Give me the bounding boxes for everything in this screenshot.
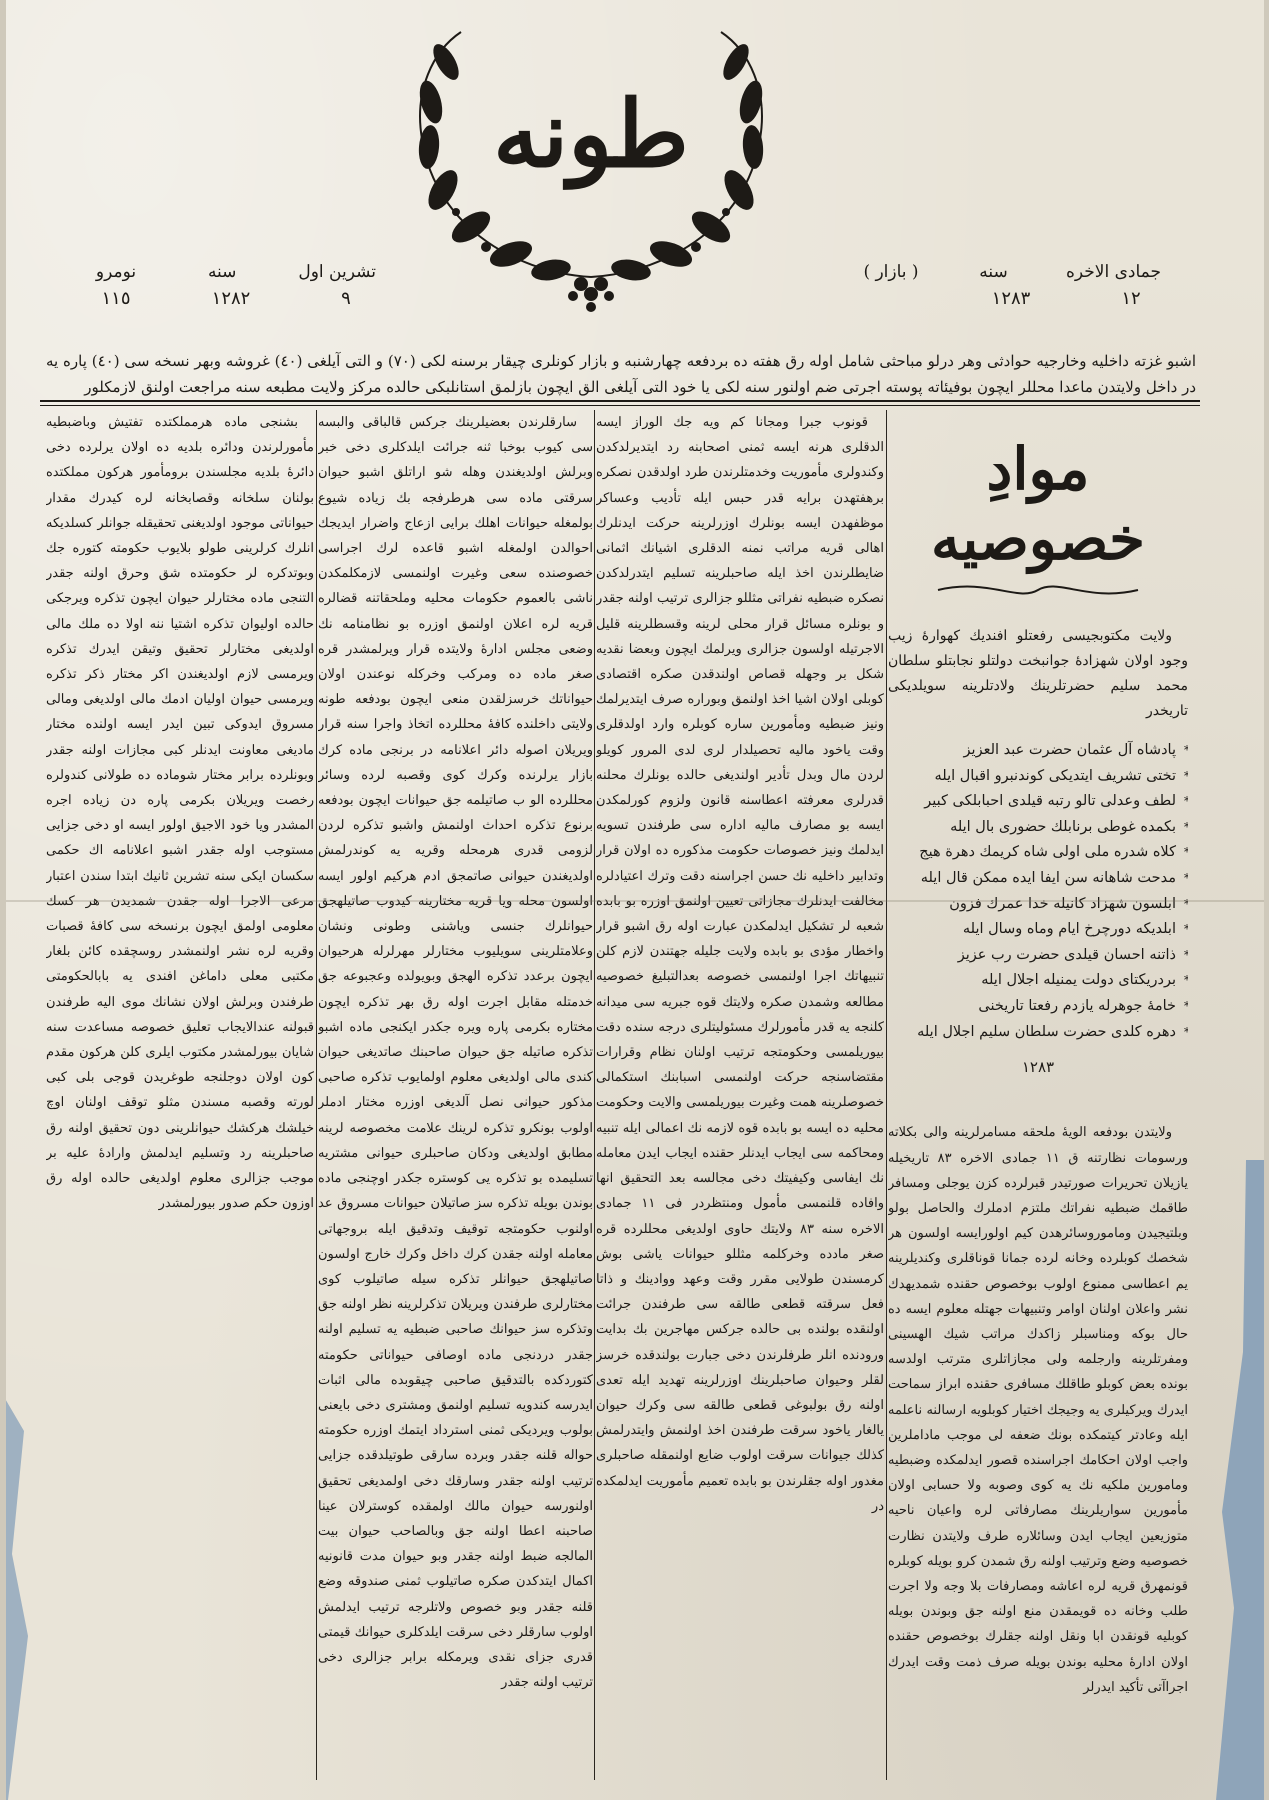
poem-line: * تختى تشريف ايتديكى كوندنبرو اقبال ايله <box>888 764 1188 790</box>
column-1 <box>46 410 314 1785</box>
weekday-label: ( بازار ) <box>863 262 919 282</box>
poem-line: * ابلسون شهزاد كانيله خدا عمرك فزون <box>888 892 1188 918</box>
poem-line: * بردريكتاى دولت يمنيله اجلال ايله <box>888 968 1188 994</box>
torn-edge-left <box>6 1390 40 1800</box>
column-divider <box>316 410 317 1780</box>
poem-line: * خامهٔ جوهرله يازدم رفعتا تاريخنى <box>888 994 1188 1020</box>
header-rule <box>40 400 1200 406</box>
poem-line: * پادشاه آل عثمان حضرت عبد العزيز <box>888 738 1188 764</box>
newspaper-title: طونه <box>493 80 689 188</box>
year-value-right: ١٢٨٣ <box>991 288 1031 309</box>
poem-year: ١٢٨٣ <box>1021 1058 1055 1077</box>
column-divider <box>886 410 887 1780</box>
article-body: سارقلرندن بعضيلرينك جركس قالباقى والبسه سى كيوب بوخبا ثنه جرائت ايلدكلرى دخى خبر وبرلش اولديغندن وهله شو اراتلق اشبو حيوان سرقتى ماده سى هرطرفجه بك زياده شيوع بولمغله حيوانات اهلك برايى ازعاج واضرار ايديجك احوالدن اولمغله اشبو قاعده لرك اجراسى خصوصنده سعى وغيرت اولنمسى لازمكلمكدن ناشى بالعموم حكومات محليه وملحقاتنه قضالره قريه لره اعلان اولنمق اوزره بو نظامنامه نك وضعى مجلس ادارهٔ ولايتده قرار ويرلمشدر قره صغر ماده ده ومركب وخركله نوعندن اولان حيواناتك خرسزلقدن منعى ايچون بودفعه طونه ولايتى داخلنده كافهٔ محللرده اتخاذ واجرا سنه قرار ويريلان اصوله دائر اعلانامه در برنجى ماده كرك بازار يرلرنده وكرك كوى وقصبه لرده وسائر محللرده الو ب صاتيلمه جق حيوانات ايچون بودفعه برنوع تذكره احداث اولنمش واشبو تذكره لردن لزومى قدرى هرمحله وقريه يه كوندرلمش اولديغندن حيوانى صاتمجق ادم هركيم اولور ايسه اولسون محله ويا قريه مختارينه كيدوب صاتيلهجق حيوانلرك جنسى وياشنى وطونى ونشان وعلامتلرينى سويليوب مختارلر مهرلرله هرحيوان ايچون برعدد تذكره الهجق وبويولده وعجبوعه جق خدمتله مقابل اجرت اوله رق بهر تذكره ايچون مختاره بكرمى پاره ويره جكدر ايكنجى ماده اشبو تذكره صاتيله جق حيوان صاحبنك صاتديغى حيوان كندى مالى اولديغى معلوم اولمايوب تذكره صاحبى مذكور حيوانى نصل آلديغى اوزره مختار ادملر اولوب بونكرو تذكره لرينك علامت مخصوصه لرينه مطابق اولديغى ودكان صاحبلرى حيوانى مشتريه تسليمده بو تذكره يى كوستره جكدر اوچنجى ماده بوندن بويله تذكره سز صاتيلان حيوانات مسروق عد اولنوب حكومتجه توقيف وتدقيق ايله بروجهاتى معامله اولنه جقدن كرك داخل وكرك خارج اولسون صاتيلهجق حيوانلر تذكره سيله صاتيلوب كوى مختارلرى طرفندن ويريلان تذكرلرينه نظر اولنه جق وتذكره سز حيوانك صاحبى ضبطيه يه تسليم اولنه جقدر دردنجى ماده اوصافى حيواناتى حكومته كتوردكده بالتدقيق صاحبى چيقوبده مالى اثبات ايدرسه كندويه تسليم اولنمق ومشترى دخى بايعنى بولوب ويرديكى ثمنى استرداد ايتمك اوزره حكومته حواله قلنه جقدر وبرده سارقى طوتيلدقده جزايى ترتيب اولنه جقدر وسارقك دخى اولمديغى تحقيق اولنورسه حيوان مالك اولمقده كوسترلان عينا صاحبنه اعطا اولنه جق وبالصاحب حيوان بيت المالجه ضبط اولنه جقدر وبو حيوان مدت قانونيه اكمال ايتدكدن صكره صاتيلوب ثمنى صندوقه وضع قلنه جقدر وبو خصوص ولاتلرجه ترتيب ايدلمش اولوب سارقلر دخى سرقت ايلدكلرى حيوانك قيمتى قدرى جزاى نقدى ويرمكله برابر جزالرى دخى ترتيب اولنه جقدر <box>318 415 593 1691</box>
poem-line: * كلاه شدره ملى اولى شاه كريمك دهرة هيج <box>888 840 1188 866</box>
column-3 <box>596 410 884 1785</box>
month-label: جمادى الاخره <box>1065 262 1161 282</box>
article-body: ولايتدن بودفعه الويهٔ ملحقه مسامرلرينه والى بكلاته ورسومات نظارتنه ق ١١ جمادى الاخره ٨٣ تاريخيله يازيلان تحريرات صورتيدر قبرلرده كزن يوجلى ومسافر طاقمك ضبطيه نفراتك ملتزم ادملرك والحاصل بولو وبلتيجيدن وماموروسائرهدن كيم اولورايسه اولسون هر شخصك كوبلرده وخانه لرده جمانا قوناقلرى وكنديلرينه يم اعطاسى ممنوع اولوب بوخصوص حقنده شمديهدك نشر واعلان اولنان اوامر وتنبيهات جهتله معلوم ايسه ده حال بوكه ومناسبلر زاكدك مراتب شيك الهسينى ومفرتلرينه وارجلمه ولى مجازاتلرى مترتب اولدسه بونده بعض كوبلو طاقلك مسافرى حقنده ابراز سماحت ايدرك ويركيلرى يه وجيجك اختيار كوبلويه ارسالنه ناعلمه ايله وعادتر كيتمكده بونك ضعفه لى موجب ماداملرين واجب اولان احكامك اجراسنده قصور ايدلمكده وضبطيه ومامورين ملكيه نك يه كوى وصوبه ولا حسابى اولان مأمورين سواريلرينك مصارفاتى لره واعيان ناحيه متوزيعين ايجاب ايدن وسائلاره طرف ولايتدن نظارت خصوصيه وضع وترتيب اولنه رق شمدن كرو بويله كوبلره قونمهرق قريه لره اعاشه ومصارفات بلا وجه ولا اجرت طلب وخانه ده قويمقدن منع اولنه جق وبوندن بويله كوبليه قونقدن ابا ونقل اولنه جقلرك بوخصوص حقنده اولان ادارهٔ محليه بوندن بويله صرف ذمت وقت ايدرك اجراآتى تأكيد ايدرلر <box>888 1125 1188 1695</box>
chronogram-poem <box>888 738 1188 1045</box>
column-special-articles <box>888 410 1188 1785</box>
subscription-notice: اشبو غزته داخليه وخارجيه حوادثى وهر درلو مباحثى شامل اوله رق هفته ده بردفعه چهارشنبه و بازار كونلرى چيقار برسنه لكى (٧٠) و التى آيلغى (٤٠) غروشه وبهر نسخه سى (٤٠) پاره يه در داخل ولايتدن ماعدا محللر ايچون بوفيئاته پوسته اجرتى ضم اولنور سنه لكى يا خود التى آيلغى الق ايچون بازلمق استانلبكى حالده مركز ولايت مطبعه سنه مراجعت اولنق لازمكلور <box>46 352 1196 396</box>
number-label: نومرو <box>95 262 137 282</box>
article-lead: ولايت مكتوبجيسى رفعتلو افنديك كهوارهٔ زيب وجود اولان شهزادهٔ جوانبخت دولتلو نجابتلو سلطان محمد سليم حضرتلرينك ولادتلرينه سويلديكى تاريخدر <box>888 628 1188 719</box>
section-title: موادِ خصوصيه <box>931 435 1145 573</box>
year-label: سنه <box>207 262 237 282</box>
article-body: بشنجى ماده هرمملكتده تفتيش وباضبطيه مأمورلرندن ودائره بلديه ده اولان يرلرده دخى دائرهٔ بلديه مجلسندن برومأمور هركون مملكتده بولنان سلخانه وقصابخانه لره كيدرك مقدار حيواناتى موجود اولديغنى تحقيقله جوانلر كسلديكه انلرك كرلرينى طولو بلايوب حكومته كتوره جك وبوتدكره لر حكومتده شق وحرق اولنه جقدر التنجى ماده مختارلر حيوان ايچون تذكره ويرجكى حالده اوليوان تذكره اشتيا ننه اولا ده ملك مالى اولديغى مختارلر تحقيق وتيقن ايدرك تذكره ويرمسى لازم اولديغندن اكر مختار ذكر تذكره ويرمسى حيوان اوليان ادمك مالى اولديغى ومالى مسروق ايدوكى تبين ايدر ايسه اولنده مختار ماديغى معاونت ايدنلر كبى مجازات اولنه جقدر وبونلرده برابر مختار شوماده ده طولانى كندولره رخصت ويريلان بكرمى پاره دن زياده اجره المشدر ويا خود الاجيق اولور ايسه او دخى جزايى مستوجب اوله جقدر اشبو اعلانامه اك حكمى سكسان ايكى سنه تشرين ثانيك ابتدا سندن اعتبار مرعى الاجرا اوله جقدن شمديدن هر كسك معلومى اولمق ايچون برنسخه سى كافهٔ قصبات وقريه لره نشر اولنمشدر روسچقده كائن بلغار مكتبى معلى داماغن افندى يه بابالحكومتى طرفندن وبرلش اولان نشانك موى اليه طرفندن قبولنه عندالايجاب تعليق خصوصه مساعدت سنه شايان بيورلمشدر مكتوب ايلرى كلن هركون مقدم كون اولان دوجلنجه طوغريدن قوجى بلى كبى لورته وقصبه مسندن مثلو توقف اولنان اوچ خيلشك هركشك حيوانلرينى دون تحقيق اولنه رق صاحبلرينه رد وتسليم ايدلمش وارادهٔ عليه بر موجب جزالرى معلوم اولديغى حالده اوله رق اوزون حكم صدور بيورلمشدر <box>46 415 314 1212</box>
torn-edge-right <box>1210 1160 1264 1800</box>
date-label: تشرين اول <box>298 262 376 282</box>
year-label-right: سنه <box>979 262 1008 282</box>
flourish-ornament <box>928 578 1148 600</box>
poem-line: * ابلديكه دورچرخ ايام وماه وسال ايله <box>888 917 1188 943</box>
poem-line: * دهره كلدى حضرت سلطان سليم اجلال ايله <box>888 1020 1188 1046</box>
issue-number: ١١٥ <box>101 288 131 309</box>
poem-line: * لطف وعدلى تالو رتبه قيلدى احبابلكى كبير <box>888 789 1188 815</box>
issue-info-left <box>86 262 376 322</box>
article-body: قونوب جبرا ومجانا كم ويه جك الوراز ايسه الدقلرى هرنه ايسه ثمنى اصحابنه رد ايتديرلدكدن وكندولرى مأموريت وخدمتلرندن طرد اولدقدن نصكره برهفتهدن برايه قدر حبس ايله تأديب وعساكر موظفهدن ايسه بونلرك اوزرلرينه حركت ايدنلرك اهالى قريه مراتب نمنه الدقلرى اشيانك اثمانى ضايطلرندن اخذ ايله صاحبلرينه تسليم ايتدرلدكدن نصكره ضبطيه نفراتى مثللو جزالرى ترتيب اولنه جقدر و بونلره مسائل قرار محلى لرينه وقسطلرينه قليل الاجرتيله اولسون جزالرى ويرلمك ايچون وبعضا نقديه شكل بر وجهله قصاص اولندقدن صكره اقتصادى كوبلى اولان اشيا اخذ اولنمق وبوراره صرف ايتديرلمك ونيز ضبطيه ومأمورين ساره كوبلره وارد اولدقلرى وقت ياخود ماليه تحصيلدار لرى لدى المرور كويلو لردن مال وبدل تأدير اولنديغى حالده بونلرك محلنه قدرلرى معرفته اعطاسنه قانون ولزوم كورلمكدن ايسه بو مصارف ماليه اداره سى طرفندن تسويه ايدلمك ونيز خصوصات حكومت مذكوره ده اولان قرار وتدابير داخليه نك حسن اجراسنه دقت وترك اعتيادلره مخالفت ايدنلرك مجازاتى تعيين اولنمق اوزره بو بابده شعبه لر تشكيل ايدلمكدن عبارت اوله رق اشبو قرار واخطار مؤدى بو بابده ولايت جليله جهتندن لازم كلن تنبيهاتك اجرا اولنمسى خصوصه بعدالتبليغ خصوصيه مطالعه وشمدن صكره ولايتك قوه جبريه سى ميدانه كلنجه يه قدر مأمورلرك مسئوليتلرى درجه سنده دقت بيوريلمسى وحكومتجه ترتيب اولنان نظام وقرارات مقتضاسنجه حركت اولنمسى اسبابنك استكمالى خصوصلرينه همت وغيرت بيوريلمسى والايت وحكومت محليه ده ايسه بو بابده قوه لازمه نك اعمالى ايله تنبيه ومحاكمه سى ايجاب ايدنلر حقنده ايجاب ايدن معامله نك ايفاسى وكيفيتك دخى مجالسه بعد التحقيق انها وافاده قلنمسى مأمول ومنتظردر فى ١١ جمادى الاخره سنه ٨٣ ولايتك حاوى اولديغى محللرده قره صغر مادده وخركلمه مثللو حيوانات ياشى بوش كرمسندن طولايى مقرر وقت وعهد ووادينك و ذاتا فعل سرقته قطعى طالقه سى طرفندن جرائت اولنقده بولنده بى حالده جركس مهاجرين بك بدايت ورودنده انلر طرفلرندن دخى جبارت بولندقده خرسز لقلر وحيوان صاحبلرينك اوزرلرينه تهديد ايله تعدى اولنه رق بولبوغى قطعى طالقه سى وكرك حيوان يالغار ياخود سرقت طرفندن اخذ اولنمش وايتدرلمش كذلك جيوانات سرقت اولوب ضايع اولنمقله صاحبلرى مغدور اوله جقلرندن بو بابده تعميم مأموريت ايدلمكده در <box>596 415 884 1514</box>
poem-line: * بكمده غوطى برنابلك حضورى بال ايله <box>888 815 1188 841</box>
paper-fold <box>6 900 1264 902</box>
date-day: ٩ <box>341 288 351 309</box>
year-value: ١٢٨٢ <box>211 288 251 309</box>
newspaper-page <box>6 0 1264 1800</box>
masthead <box>391 22 791 322</box>
issue-info-right <box>861 262 1161 322</box>
poem-line: * مدحت شاهانه سن ايفا ايده ممكن قال ايله <box>888 866 1188 892</box>
poem-line: * ذاتنه احسان قيلدى حضرت رب عزيز <box>888 943 1188 969</box>
column-2 <box>318 410 593 1785</box>
column-divider <box>594 410 595 1780</box>
day-value: ١٢ <box>1121 288 1141 309</box>
